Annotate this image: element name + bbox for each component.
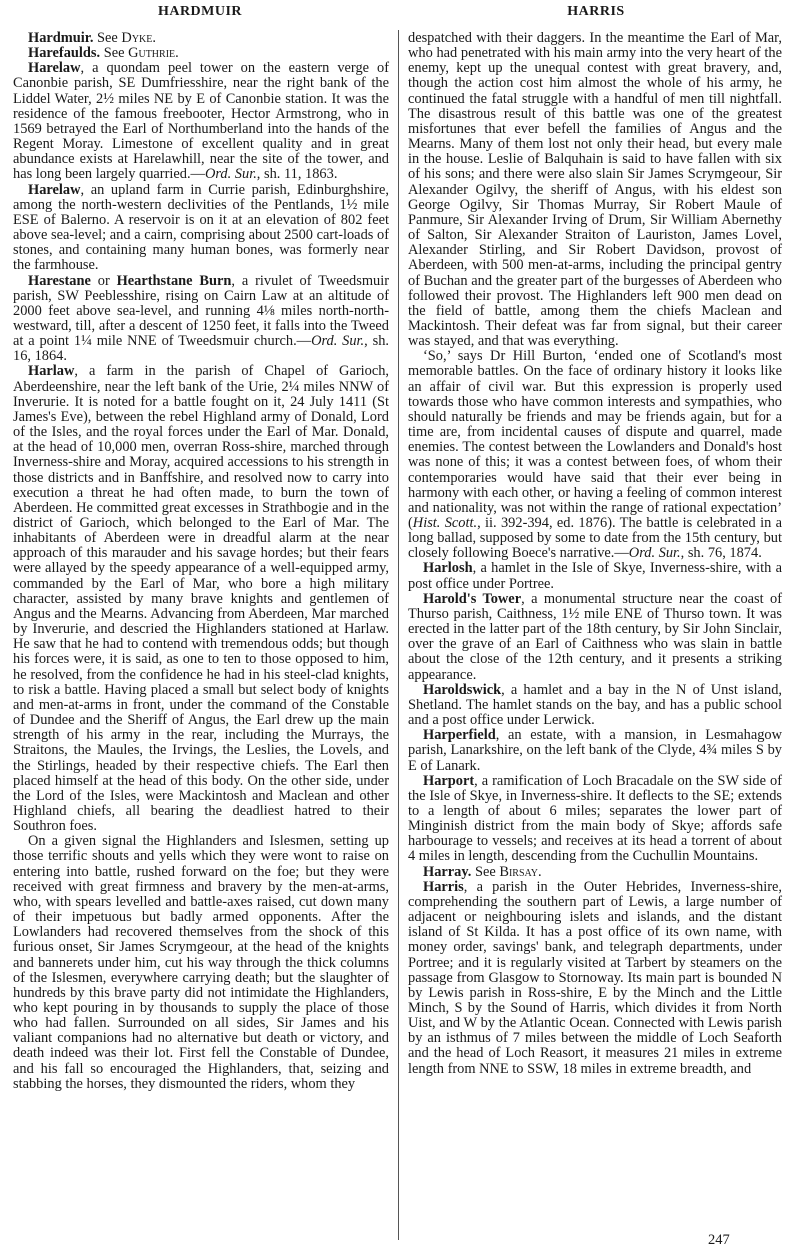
gazetteer-entry [13, 46, 389, 61]
entry-text: , sh. 76, 1874. [680, 545, 762, 562]
page-number: 247 [708, 1232, 730, 1248]
entry-headword: Harefaulds. [28, 45, 101, 62]
entry-text: , a ramification of Loch Bracadale on the SW side of the Isle of Skye, in Inverness-shire. It deflects to the SE; extends to a length of about 6 miles; separates the lower part of Minginish district from the main body of Skye; affords safe harbourage to vessels; and receives at its head a torrent of about 4 miles in length, descending from the Cuchullin Mountains. [408, 772, 782, 865]
entry-headword: Harelaw [28, 60, 81, 77]
entry-headword: Harport [423, 772, 475, 789]
entry-headword: Hardmuir. [28, 30, 94, 46]
entry-text: , ii. 392-394, ed. 1876). The battle is celebrated in a long ballad, supposed by some to date from the 15th century, but closely following Boece's narrative.— [408, 515, 783, 562]
entry-headword: Harelaw [28, 181, 81, 198]
entry-text: . [175, 45, 179, 62]
gazetteer-entry [408, 561, 782, 591]
running-head-right: HARRIS [567, 4, 625, 19]
entry-text: , a rivulet of Tweedsmuir parish, SW Peeblesshire, rising on Cairn Law at an altitude of 2000 feet above sea-level, and running 4⅛ miles north-north-westward, till, after a descent of 1250 feet, it falls into the Tweed at a point 1¼ mile NNE of Tweedsmuir church.— [13, 272, 390, 350]
gazetteer-entry [13, 364, 389, 834]
cross-reference: Birsay [499, 863, 539, 880]
entry-headword: Harris [423, 878, 464, 895]
entry-text: See [471, 863, 500, 880]
gazetteer-entry [408, 592, 782, 683]
cross-reference: Guthrie [128, 45, 176, 62]
running-head-left: HARDMUIR [157, 4, 243, 19]
entry-text: ‘So,’ says Dr Hill Burton, ‘ended one of Scotland's most memorable battles. On the face of ordinary history it looks like an affair of civil war. But this expression is properly used towards those who have common interests and sympathies, who should naturally be friends and may be friends again, but for a time are, from incidental causes of dispute and quarrel, made enemies. The contest between the Lowlanders and Donald's host was none of this; it was a contest between foes, of whom their contemporaries would have said that their ever being in harmony with each other, or having a feeling of common interest and nationality, was not within the range of rational expectation’ ( [408, 348, 782, 531]
gazetteer-entry [13, 274, 389, 365]
gazetteer-entry [408, 683, 782, 728]
gazetteer-entry [408, 880, 782, 1077]
entry-text: On a given signal the Highlanders and Islesmen, setting up those terrific shouts and yells which they were wont to raise on entering into battle, rushed forward on the foe; but they were received with great firmness and bravery by the men-at-arms, who, with spears levelled and battle-axes raised, cut down many of their impetuous but badly armed opponents. After the Lowlanders had recovered themselves from the shock of this furious onset, Sir James Scrymgeour, at the head of the knights and bannerets under him, cut his way through the thick columns of the Islesmen, everywhere carrying death; but the slaughter of hundreds by this brave party did not intimidate the Highlanders, who kept pouring in by thousands to supply the place of those who had fallen. Surrounded on all sides, Sir James and his valiant companions had no alternative but death or victory, and death indeed was their lot. First fell the Constable of Dundee, and his fall so encouraged the Highlanders, that, seizing and stabbing the horses, they dismounted the riders, whom they [13, 833, 389, 1092]
gazetteer-entry [408, 349, 782, 561]
entry-text: despatched with their daggers. In the meantime the Earl of Mar, who had penetrated with his main army into the very heart of the enemy, kept up the unequal contest with great bravery, and, though the action cost him almost the whole of his army, he continued the fatal struggle with a handful of men till nightfall. The disastrous result of this battle was one of the greatest misfortunes that ever befell the families of Angus and the Mearns. Many of them lost not only their head, but every male in the house. Leslie of Balquhain is said to have fallen with six of his sons; and there were also slain Sir James Scrymgeour, Sir Alexander Ogilvy, the sheriff of Angus, with his eldest son George Ogilvy, Sir Thomas Murray, Sir Robert Maule of Panmure, Sir Alexander Irving of Drum, Sir William Abernethy of Salton, Sir Alexander Straiton of Lauriston, James Lovel, Alexander Stirling, and Sir Robert Davidson, provost of Aberdeen, with 500 men-at-arms, including the principal gentry of Buchan and the greater part of the burgesses of Aberdeen who followed their provost. The Highlanders left 900 men dead on the field of battle, among them the chiefs Maclean and Mackintosh. Their defeat was far from signal, but their career was stayed, and that was everything. [408, 30, 782, 350]
entry-text: , an estate, with a mansion, in Lesmahagow parish, Lanarkshire, on the left bank of the Clyde, 4¾ miles S by E of Lanark. [408, 727, 782, 774]
entry-headword: Harestane [28, 272, 91, 289]
entry-headword: Harlaw [28, 363, 75, 380]
gazetteer-entry [13, 834, 389, 1092]
entry-text: See [93, 30, 122, 46]
entry-text: , sh. 16, 1864. [13, 333, 389, 365]
gazetteer-entry [13, 61, 389, 182]
entry-text: , a hamlet in the Isle of Skye, Inverness-shire, with a post office under Portree. [408, 560, 782, 592]
gazetteer-entry [13, 31, 389, 46]
entry-text: or [90, 272, 117, 289]
entry-text: , a hamlet and a bay in the N of Unst island, Shetland. The hamlet stands on the bay, and has a public school and a post office under Lerwick. [408, 681, 782, 729]
entry-headword: Harlosh [423, 560, 473, 577]
entry-headword: Hearthstane Burn [116, 272, 232, 289]
entry-text: , a farm in the parish of Chapel of Garioch, Aberdeenshire, near the left bank of the Urie, 2¼ miles NNW of Inverurie. It is noted for a battle fought on it, 24 July 1411 (St James's Eve), between the rebel Highland army of Donald, Lord of the Isles, and the royal forces under the Earl of Mar. Donald, at the head of 10,000 men, overran Ross-shire, marched through Inverness-shire and Moray, acquired accessions to his strength in those districts and in Banffshire, and resolved now to carry into execution a threat he had often made, to burn the town of Aberdeen. He committed great excesses in Strathbogie and in the district of Garioch, which belonged to the Earl of Mar. The inhabitants of Aberdeen were in dreadful alarm at the near approach of this marauder and his savage hordes; but their fears were allayed by the speedy appearance of a well-equipped army, commanded by the Earl of Mar, who bore a high military character, assisted by many brave knights and gentlemen of Angus and the Mearns. Advancing from Aberdeen, Mar marched by Inverurie, and descried the Highlanders stationed at Harlaw. He saw that he had to contend with tremendous odds; but though his forces were, it is said, as one to ten to those opposed to him, he resolved, from the confidence he had in his steel-clad knights, to risk a battle. Having placed a small but select body of knights and men-at-arms in front, under the command of the Constable of Dundee and the Sheriff of Angus, the Earl drew up the main strength of his army in the rear, including the Murrays, the Straitons, the Maules, the Irvings, the Leslies, the Lovels, and the Stirlings, headed by their respective chiefs. The Earl then placed himself at the head of this body. On the other side, under the Lord of the Isles, were Mackintosh and Maclean and other Highland chiefs, all bearing the deadliest hatred to their Southron foes. [13, 363, 389, 835]
column-divider [398, 30, 399, 1240]
citation: Ord. Sur. [204, 166, 257, 183]
entry-text: , a parish in the Outer Hebrides, Inverness-shire, comprehending the southern part of Lewis, a large number of adjacent or neighbouring islets and islands, and the distant island of St Kilda. It has a post office of its own name, with money order, savings' bank, and telegraph departments, under Portree; and it is regularly visited at Tarbert by steamers on the passage from Glasgow to Stornoway. Its main part is bounded N by Lewis parish in Ross-shire, E by the Minch and the Little Minch, S by the Sound of Harris, which divides it from North Uist, and W by the Atlantic Ocean. Connected with Lewis parish by an isthmus of 7 miles between the middle of Loch Seaforth and the head of Loch Reasort, it measures 21 miles in extreme length from NNE to SSW, 18 miles in extreme breadth, and [408, 878, 782, 1077]
entry-headword: Harray. [423, 863, 472, 880]
citation: Hist. Scott. [412, 515, 478, 531]
gazetteer-entry [408, 728, 782, 773]
entry-headword: Harperfield [423, 727, 496, 744]
citation: Ord. Sur. [311, 333, 365, 350]
entry-text: See [100, 45, 129, 62]
entry-headword: Harold's Tower [423, 590, 522, 607]
entry-text: . [152, 30, 156, 46]
cross-reference: Dyke [121, 30, 153, 46]
entry-text: , sh. 11, 1863. [256, 166, 338, 183]
citation: Ord. Sur. [628, 545, 681, 562]
entry-headword: Haroldswick [423, 681, 502, 698]
gazetteer-entry [408, 865, 782, 880]
gazetteer-entry [408, 774, 782, 865]
gazetteer-entry [408, 31, 782, 349]
entry-text: , a quondam peel tower on the eastern verge of Canonbie parish, SE Dumfriesshire, near the right bank of the Liddel Water, 2½ miles NE by E of Canonbie station. It was the residence of the famous freebooter, Hector Armstrong, who in 1569 betrayed the Earl of Northumberland into the hands of the Regent Moray. Limestone of excellent quality and in great abundance exists at Harelawhill, near the site of the tower, and has long been largely quarried.— [13, 60, 389, 183]
text-column-right [408, 31, 782, 1077]
text-column-left [13, 31, 389, 1092]
entry-text: . [538, 863, 542, 880]
entry-text: , an upland farm in Currie parish, Edinburghshire, among the north-western declivities of the Pentlands, 1½ mile ESE of Balerno. A reservoir is on it at an elevation of 802 feet above sea-level; and a cairn, comprising about 2500 cart-loads of stones, and containing many human bones, was formerly near the farmhouse. [13, 181, 389, 274]
entry-text: , a monumental structure near the coast of Thurso parish, Caithness, 1½ mile ENE of Thurso town. It was erected in the latter part of the 18th century, by Sir John Sinclair, over the grave of an Earl of Caithness who was slain in battle about the close of the 12th century, and it presents a striking appearance. [408, 590, 782, 683]
gazetteer-entry [13, 183, 389, 274]
